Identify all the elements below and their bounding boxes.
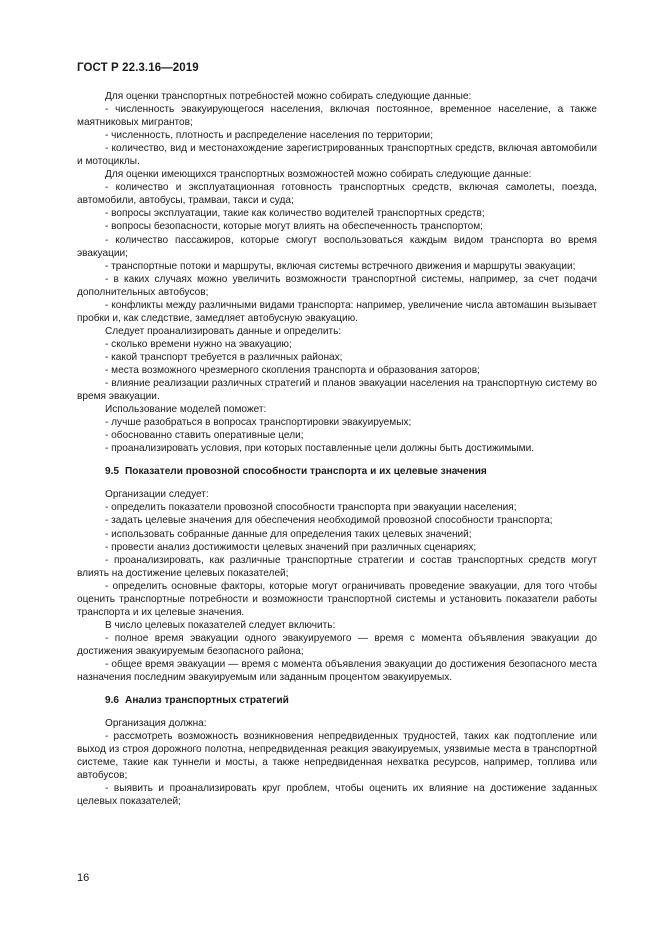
list-item: - задать целевые значения для обеспечения необходимой провозной способности транспорта; [105, 515, 553, 527]
section-number: 9.5 [105, 466, 120, 478]
section-number: 9.6 [105, 695, 120, 707]
paragraph: Для оценки транспортных потребностей можно собирать следующие данные: [105, 91, 472, 102]
list-item: - вопросы безопасности, которые могут влиять на обеспеченность транспортом; [105, 221, 483, 233]
list-item: - определить основные факторы, которые могут ограничивать проведение эвакуации, для того чтобы оценить транспортные потребности и возможности транспортной системы и установить показатели работы транспорта и их целевые значения. [77, 580, 597, 618]
list-item: - сколько времени нужно на эвакуацию; [105, 338, 292, 350]
list-item: - вопросы эксплуатации, такие как количество водителей транспортных средств; [105, 208, 485, 220]
list-item: - рассмотреть возможность возникновения непредвиденных трудностей, таких как подтопление или выход из строя дорожного полотна, непредвиденная реакция эвакуируемых, уязвимые места в транспортной системе, такие как туннели и мосты, а также непредвиденная нехватка ресурсов, например, топлива или автобусов; [77, 731, 597, 782]
section-title: Анализ транспортных стратегий [125, 695, 289, 707]
list-item: - количество пассажиров, которые смогут воспользоваться каждым видом транспорта во время эвакуации; [77, 234, 597, 259]
list-item: - полное время эвакуации одного эвакуируемого — время с момента объявления эвакуации до достижения эвакуируемым безопасного района; [77, 632, 597, 657]
paragraph: Использование моделей поможет: [105, 404, 267, 416]
list-item: - влияние реализации различных стратегий и планов эвакуации населения на транспортную систему во время эвакуации. [77, 378, 597, 403]
page-header: ГОСТ Р 22.3.16—2019 [77, 62, 199, 74]
list-item: - провести анализ достижимости целевых значений при различных сценариях; [105, 541, 477, 553]
list-item: - количество и эксплуатационная готовность транспортных средств, включая самолеты, поезда, автомобили, автобусы, трамваи, такси и суда; [77, 182, 597, 207]
list-item: - места возможного чрезмерного скопления транспорта и образования заторов; [105, 364, 480, 376]
list-item: - численность, плотность и распределение населения по территории; [105, 130, 433, 142]
page-number: 16 [77, 872, 90, 884]
list-item: - лучше разобраться в вопросах транспортировки эвакуируемых; [105, 417, 412, 429]
list-item: - обоснованно ставить оперативные цели; [105, 430, 304, 442]
list-item: - в каких случаях можно увеличить возможности транспортной системы, например, за счет подачи дополнительных автобусов; [77, 273, 597, 298]
list-item: - проанализировать, как различные транспортные стратегии и состав транспортных средств могут влиять на достижение целевых показателей; [77, 554, 597, 579]
list-item: - какой транспорт требуется в различных районах; [105, 351, 343, 363]
list-item: - конфликты между различными видами транспорта: например, увеличение числа автомашин вызывает пробки и, как следствие, замедляет автобусную эвакуацию. [77, 299, 597, 324]
list-item: - численность эвакуирующегося населения, включая постоянное, временное население, а также маятниковых мигрантов; [77, 104, 597, 129]
paragraph: Организации следует: [105, 489, 209, 501]
list-item: - использовать собранные данные для определения таких целевых значений; [105, 528, 472, 540]
paragraph: В число целевых показателей следует включить: [105, 619, 336, 631]
paragraph: Для оценки имеющихся транспортных возможностей можно собирать следующие данные: [105, 169, 532, 181]
document-body [77, 90, 597, 808]
paragraph: Следует проанализировать данные и определить: [105, 325, 342, 337]
section-title: Показатели провозной способности транспорта и их целевые значения [125, 466, 487, 478]
list-item: - выявить и проанализировать круг проблем, чтобы оценить их влияние на достижение заданных целевых показателей; [77, 783, 597, 808]
section-heading [77, 465, 597, 478]
paragraph: Организация должна: [105, 718, 207, 730]
list-item: - проанализировать условия, при которых поставленные цели должны быть достижимыми. [105, 443, 535, 455]
list-item: - общее время эвакуации — время с момента объявления эвакуации до достижения безопасного места назначения последним эвакуируемым или заданным процентом эвакуируемых. [77, 658, 597, 684]
list-item: - определить показатели провозной способности транспорта при эвакуации населения; [105, 502, 517, 514]
list-item: - транспортные потоки и маршруты, включая системы встречного движения и маршруты эвакуации; [105, 260, 576, 272]
list-item: - количество, вид и местонахождение зарегистрированных транспортных средств, включая автомобили и мотоциклы. [77, 143, 597, 168]
section-heading [77, 694, 597, 707]
